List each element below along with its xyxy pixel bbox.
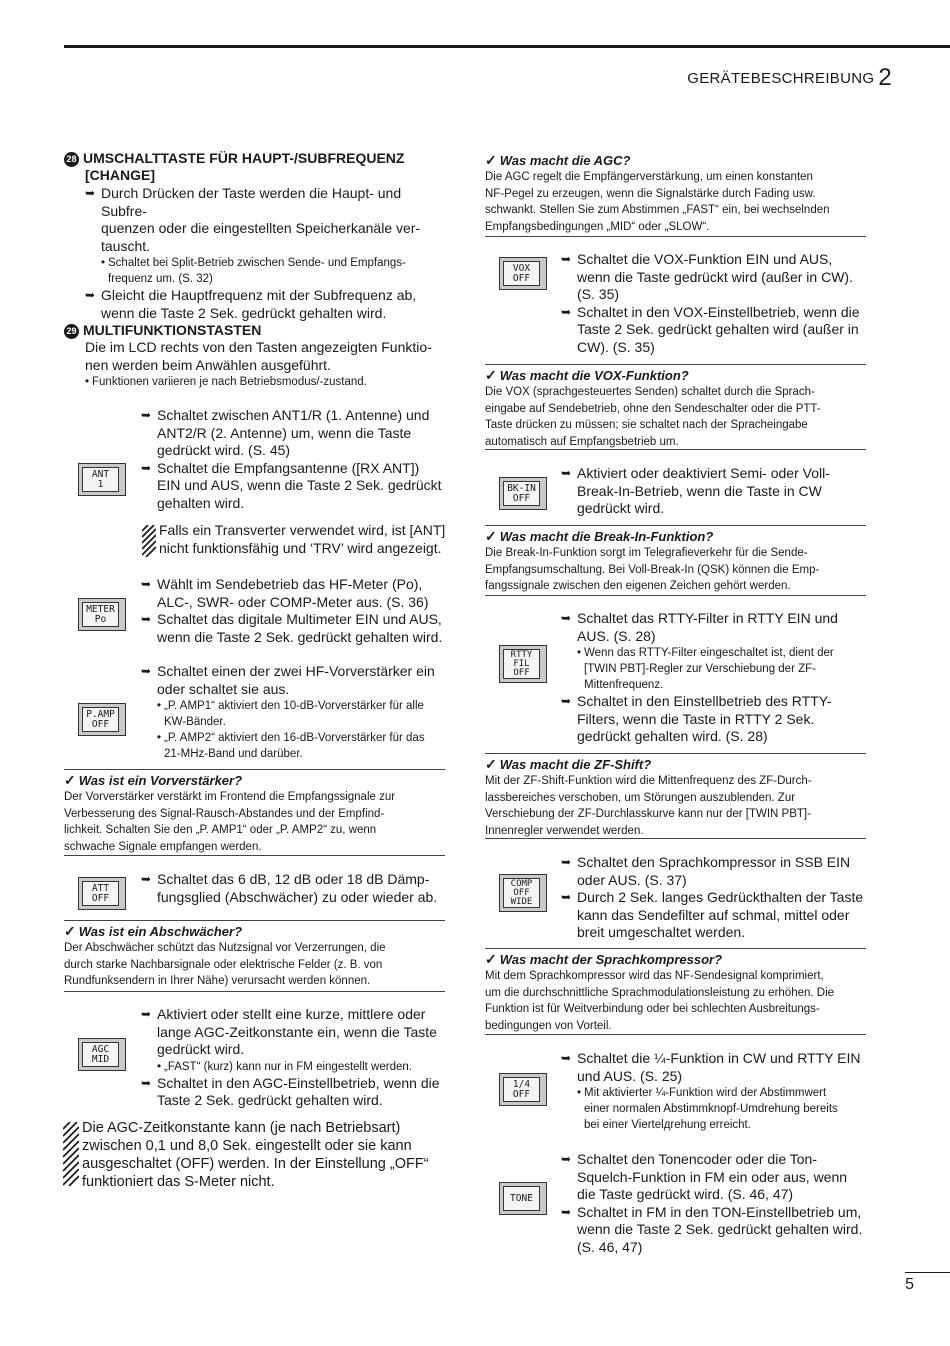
page-header xyxy=(687,62,892,90)
arrow-icon: ➥ xyxy=(141,664,152,678)
ant-key[interactable]: ANT 1 xyxy=(78,463,126,496)
chapter-number: 2 xyxy=(878,64,892,91)
arrow-icon: ➥ xyxy=(561,304,572,319)
check-icon: ✓ xyxy=(485,951,497,967)
arrow-icon: ➥ xyxy=(141,872,152,886)
info-agc: ✓ Was macht die AGC? Die AGC regelt die Empfängerverstärkung, um einen konstanten NF-Pegel zu erzeugen, wenn die Signalstärke durch Fading usw. schwankt. Stellen Sie zum Abstimmen „FAST“ ein, bei wechselnden Empfangsbedingungen „MID“ oder „SLOW“. xyxy=(485,152,830,233)
arrow-icon: ➥ xyxy=(561,1051,572,1065)
divider xyxy=(64,855,445,856)
arrow-icon: ➥ xyxy=(85,288,96,302)
divider xyxy=(485,236,866,237)
divider xyxy=(485,595,866,596)
check-icon: ✓ xyxy=(485,152,497,168)
info-compressor: ✓ Was macht der Sprachkompressor? Mit dem Sprachkompressor wird das NF-Sendesignal komprimiert, um die durchschnittliche Sprachmodulationsleistung zu erhöhen. Die Funktion ist für Weitverbindung oder bei schlechten Ausbreitungs- bedingungen von Vorteil. xyxy=(485,951,835,1032)
sub-bullet: • Funktionen variieren je nach Betriebsmodus/-zustand. xyxy=(85,376,367,388)
bkin-key[interactable]: BK-IN OFF xyxy=(499,477,547,510)
arrow-icon: ➥ xyxy=(561,611,572,625)
info-break-in: ✓ Was macht die Break-In-Funktion? Die Break-In-Funktion sorgt im Telegrafieverkehr für die Sende- Empfangsumschaltung. Bei Voll-Break-In (QSK) können die Emp- fangssignale zwischen den eigenen Zeichen gehört werden. xyxy=(485,528,820,592)
arrow-icon: ➥ xyxy=(561,252,572,266)
comp-description: ➥ Schaltet den Sprachkompressor in SSB EIN oder AUS. (S. 37) ➥ Durch 2 Sek. langes Gedrückthalten der Taste kann das Sendefilter auf schmal, mittel oder breit umgeschaltet werden. xyxy=(561,854,864,940)
vox-key[interactable]: VOX OFF xyxy=(499,257,547,290)
check-icon: ✓ xyxy=(485,528,497,544)
ant-note: Falls ein Transverter verwendet wird, ist [ANT] nicht funktionsfähig und ‘TRV’ wird angezeigt. xyxy=(159,522,446,556)
header-rule xyxy=(64,45,950,48)
pamp-key[interactable]: P.AMP OFF xyxy=(78,703,126,736)
rtty-description: ➥ Schaltet das RTTY-Filter in RTTY EIN und AUS. (S. 28) • Wenn das RTTY-Filter eingeschaltet ist, dient der [TWIN PBT]-Regler zur Verschiebung der ZF- Mittenfrequenz. ➥ Schaltet in den Einstellbetrieb des RTTY- Filters, wenn die Taste in RTTY 2 Sek. gedrückt gehalten wird. (S. 28) xyxy=(561,610,838,744)
bullet: ➥ Durch Drücken der Taste werden die Haupt- und Subfre- quenzen oder die eingestellten Speicherkanäle ver- tauscht. xyxy=(85,185,421,254)
agc-description: ➥ Aktiviert oder stellt eine kurze, mittlere oder lange AGC-Zeitkonstante ein, wenn die Taste gedrückt wird. • „FAST“ (kurz) kann nur in FM eingestellt werden. ➥ Schaltet in den AGC-Einstellbetrieb, wenn die Taste 2 Sek. gedrückt gehalten wird. xyxy=(141,1006,440,1108)
arrow-icon: ➥ xyxy=(141,460,152,475)
section-29-title: 29 MULTIFUNKTIONSTASTEN xyxy=(64,322,449,339)
tone-description: ➥ Schaltet den Tonencoder oder die Ton- Squelch-Funktion in FM ein oder aus, wenn die Taste gedrückt wird. (S. 46, 47) ➥ Schaltet in FM in den TON-Einstellbetrieb um, wenn die Taste 2 Sek. gedrückt gehalten wird. (S. 46, 47) xyxy=(561,1151,863,1255)
vox-description: ➥ Schaltet die VOX-Funktion EIN und AUS, wenn die Taste gedrückt wird (außer in CW). (S. 35) ➥ Schaltet in den VOX-Einstellbetrieb, wenn die Taste 2 Sek. gedrückt gehalten wird (außer in CW). (S. 35) xyxy=(561,251,860,355)
check-icon: ✓ xyxy=(485,756,497,772)
divider xyxy=(485,364,866,365)
info-zf-shift: ✓ Was macht die ZF-Shift? Mit der ZF-Shift-Funktion wird die Mittenfrequenz des ZF-Durch- lassbereiches verschoben, um Störungen auszublenden. Zur Verschiebung der ZF-Durchlasskurve kann nur der [TWIN PBT]- Innenregler verwendet werden. xyxy=(485,756,812,837)
rtty-key[interactable]: RTTY FIL OFF xyxy=(499,645,547,683)
tone-key[interactable]: TONE xyxy=(499,1182,547,1215)
att-key[interactable]: ATT OFF xyxy=(78,877,126,910)
check-icon: ✓ xyxy=(64,923,76,939)
arrow-icon: ➥ xyxy=(561,466,572,480)
divider xyxy=(485,1034,866,1035)
att-description: ➥ Schaltet das 6 dB, 12 dB oder 18 dB Dämp- fungsglied (Abschwächer) zu oder wieder ab. xyxy=(141,871,438,905)
arrow-icon: ➥ xyxy=(141,612,152,626)
agc-note: Die AGC-Zeitkonstante kann (je nach Betriebsart) zwischen 0,1 und 8,0 Sek. eingestellt oder sie kann ausgeschaltet (OFF) werden. In der Einstellung „OFF“ funktioniert das S-Meter nicht. xyxy=(82,1120,429,1190)
bkin-description: ➥ Aktiviert oder deaktiviert Semi- oder Voll- Break-In-Betrieb, wenn die Taste in CW gedrückt wird. xyxy=(561,465,830,516)
section-number-29: 29 xyxy=(64,324,79,339)
comp-key[interactable]: COMP OFF WIDE xyxy=(499,874,547,912)
meter-description: ➥ Wählt im Sendebetrieb das HF-Meter (Po), ALC-, SWR- oder COMP-Meter aus. (S. 36) ➥ Schaltet das digitale Multimeter EIN und AUS, wenn die Taste 2 Sek. gedrückt gehalten wird. xyxy=(141,576,443,645)
quarter-key[interactable]: 1/4 OFF xyxy=(499,1073,547,1106)
note-icon xyxy=(142,525,156,557)
arrow-icon: ➥ xyxy=(561,855,572,869)
info-preamp: ✓ Was ist ein Vorverstärker? Der Vorverstärker verstärkt im Frontend die Empfangssignale zur Verbesserung des Signal-Rausch-Abstandes und der Empfind- lichkeit. Schalten Sie den „P. AMP1“ oder „P. AMP2“ zu, wenn schwache Signale empfangen werden. xyxy=(64,772,396,853)
divider xyxy=(485,449,866,450)
section-29: 29 MULTIFUNKTIONSTASTEN Die im LCD rechts von den Tasten angezeigten Funktio- nen werden beim Anwählen ausgeführt. • Funktionen variieren je nach Betriebsmodus/-zustand. xyxy=(64,322,449,390)
sub-bullet: • Schaltet bei Split-Betrieb zwischen Sende- und Empfangs- frequenz um. (S. 32) xyxy=(101,257,406,285)
arrow-icon: ➥ xyxy=(561,1204,572,1219)
divider xyxy=(485,838,866,839)
arrow-icon: ➥ xyxy=(561,694,572,708)
agc-key[interactable]: AGC MID xyxy=(78,1038,126,1071)
page-number: 5 xyxy=(905,1276,914,1293)
info-vox: ✓ Was macht die VOX-Funktion? Die VOX (sprachgesteuertes Senden) schaltet durch die Sprach- eingabe auf Sendebetrieb, ohne den Sendeschalter oder die PTT- Taste drücken zu müssen; sie schaltet nach der Spracheingabe automatisch auf Empfangsbetrieb um. xyxy=(485,367,821,448)
arrow-icon: ➥ xyxy=(141,577,152,591)
check-icon: ✓ xyxy=(485,367,497,383)
divider xyxy=(64,991,445,992)
section-28-title: 28 UMSCHALTTASTE FÜR HAUPT-/SUBFREQUENZ xyxy=(64,150,449,167)
section-28 xyxy=(64,150,449,322)
divider xyxy=(485,525,866,526)
bullet: ➥ Gleicht die Hauptfrequenz mit der Subfrequenz ab, wenn die Taste 2 Sek. gedrückt gehalten wird. xyxy=(85,287,417,321)
check-icon: ✓ xyxy=(64,772,76,788)
info-attenuator: ✓ Was ist ein Abschwächer? Der Abschwächer schützt das Nutzsignal vor Verzerrungen, die durch starke Nachbarsignale oder elektrische Felder (z. B. von Rundfunksendern in Ihrer Nähe) verursacht werden können. xyxy=(64,923,386,987)
quarter-description: ➥ Schaltet die ¼-Funktion in CW und RTTY EIN und AUS. (S. 25) • Mit aktivierter ¼-Funktion wird der Abstimmwert einer normalen Abstimmknopf-Umdrehung bereits bei einer Viertelдrehung erreicht. xyxy=(561,1050,861,1131)
divider xyxy=(64,920,445,921)
note-icon xyxy=(63,1122,79,1186)
arrow-icon: ➥ xyxy=(85,186,96,200)
arrow-icon: ➥ xyxy=(561,1152,572,1166)
chapter-title: GERÄTEBESCHREIBUNG xyxy=(687,70,875,87)
divider xyxy=(485,948,866,949)
footer-rule xyxy=(905,1272,950,1273)
divider xyxy=(485,753,866,754)
ant-description: ➥ Schaltet zwischen ANT1/R (1. Antenne) und ANT2/R (2. Antenne) um, wenn die Taste gedrückt wird. (S. 45) ➥ Schaltet die Empfangsantenne ([RX ANT]) EIN und AUS, wenn die Taste 2 Sek. gedrückt gehalten wird. xyxy=(141,407,442,511)
divider xyxy=(64,769,445,770)
meter-key[interactable]: METER Po xyxy=(78,598,126,631)
arrow-icon: ➥ xyxy=(561,890,572,904)
arrow-icon: ➥ xyxy=(141,408,152,422)
arrow-icon: ➥ xyxy=(141,1007,152,1021)
arrow-icon: ➥ xyxy=(141,1075,152,1090)
section-28-subtitle: [CHANGE] xyxy=(85,167,155,183)
pamp-description: ➥ Schaltet einen der zwei HF-Vorverstärker ein oder schaltet sie aus. • „P. AMP1“ aktiviert den 10-dB-Vorverstärker für alle KW-Bänder. • „P. AMP2“ aktiviert den 16-dB-Vorverstärker für das 21-MHz-Band und darüber. xyxy=(141,663,435,760)
section-number-28: 28 xyxy=(64,152,79,167)
